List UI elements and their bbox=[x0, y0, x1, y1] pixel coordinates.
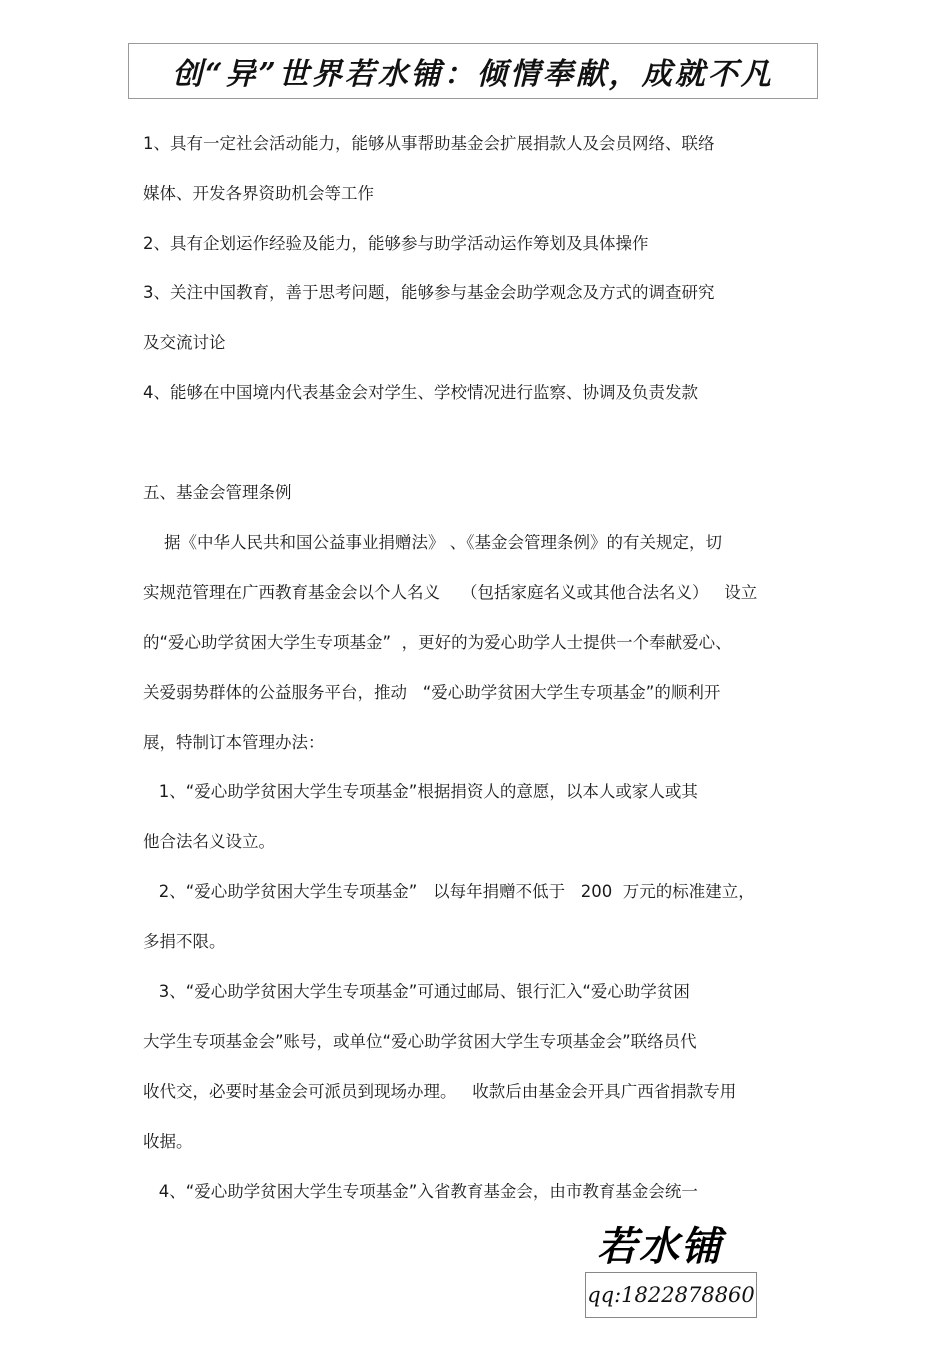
text-line: 1、“爱心助学贫困大学生专项基金”根据捐资人的意愿，以本人或家人或其 bbox=[143, 782, 698, 801]
qq-contact: qq:1822878860 bbox=[587, 1283, 755, 1307]
qq-contact-box bbox=[585, 1272, 757, 1318]
text-line: 3、关注中国教育，善于思考问题，能够参与基金会助学观念及方式的调查研究 bbox=[143, 283, 715, 302]
header-banner bbox=[128, 43, 818, 99]
text-line: 他合法名义设立。 bbox=[143, 832, 275, 851]
text-line: 的“爱心助学贫困大学生专项基金” ，更好的为爱心助学人士提供一个奉献爱心、 bbox=[143, 633, 732, 652]
text-line: 多捐不限。 bbox=[143, 932, 226, 951]
text-line: 及交流讨论 bbox=[143, 333, 226, 352]
text-line: 据《中华人民共和国公益事业捐赠法》 、《基金会管理条例》的有关规定，切 bbox=[143, 533, 722, 552]
text-line: 4、“爱心助学贫困大学生专项基金”入省教育基金会，由市教育基金会统一 bbox=[143, 1182, 698, 1201]
text-line: 1、具有一定社会活动能力，能够从事帮助基金会扩展捐款人及会员网络、联络 bbox=[143, 134, 715, 153]
text-line: 2、具有企划运作经验及能力，能够参与助学活动运作筹划及具体操作 bbox=[143, 234, 649, 253]
text-line: 收据。 bbox=[143, 1132, 193, 1151]
banner-title: 创“异”世界若水铺：倾情奉献，成就不凡 bbox=[172, 57, 774, 92]
brand-stamp-text: 若水铺 bbox=[597, 1223, 723, 1270]
text-line: 关爱弱势群体的公益服务平台，推动 “爱心助学贫困大学生专项基金”的顺利开 bbox=[143, 683, 721, 702]
text-line: 实规范管理在广西教育基金会以个人名义 （包括家庭名义或其他合法名义） 设立 bbox=[143, 583, 758, 602]
text-line: 收代交，必要时基金会可派员到现场办理。 收款后由基金会开具广西省捐款专用 bbox=[143, 1082, 737, 1101]
text-line: 4、能够在中国境内代表基金会对学生、学校情况进行监察、协调及负责发款 bbox=[143, 383, 698, 402]
brand-stamp bbox=[597, 1222, 742, 1272]
text-line: 媒体、开发各界资助机会等工作 bbox=[143, 184, 374, 203]
text-line: 3、“爱心助学贫困大学生专项基金”可通过邮局、银行汇入“爱心助学贫困 bbox=[143, 982, 690, 1001]
text-line: 2、“爱心助学贫困大学生专项基金” 以每年捐赠不低于 200 万元的标准建立， bbox=[143, 882, 755, 901]
text-line: 大学生专项基金会”账号，或单位“爱心助学贫困大学生专项基金会”联络员代 bbox=[143, 1032, 697, 1051]
section-heading: 五、基金会管理条例 bbox=[143, 483, 292, 502]
text-line: 展，特制订本管理办法： bbox=[143, 733, 325, 752]
